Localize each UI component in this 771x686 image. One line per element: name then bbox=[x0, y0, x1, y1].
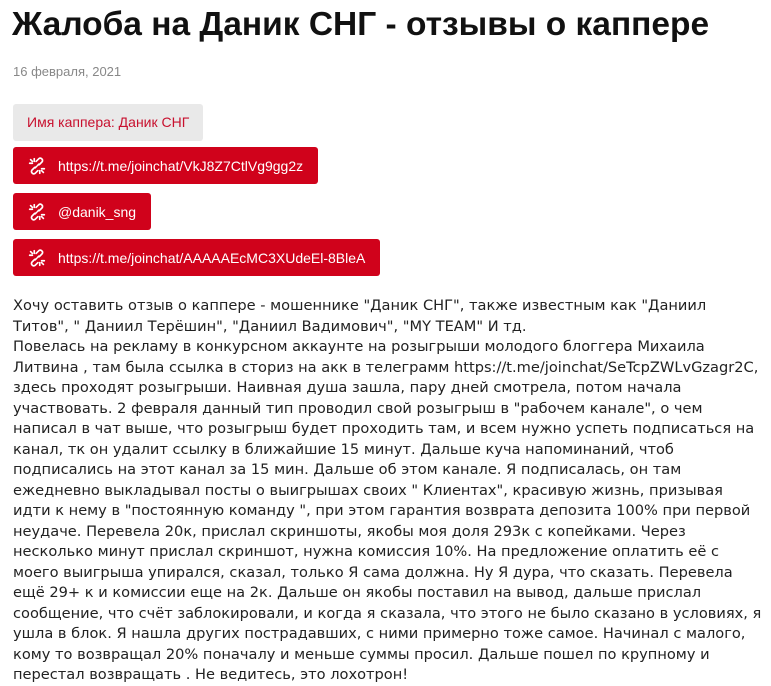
telegram-link-button-2[interactable] bbox=[13, 193, 151, 230]
capper-name-badge[interactable]: Имя каппера: Даник СНГ bbox=[13, 104, 203, 141]
broken-link-icon bbox=[26, 201, 48, 223]
telegram-link-button-1[interactable] bbox=[13, 147, 318, 184]
broken-link-icon bbox=[26, 155, 48, 177]
link-label: @danik_sng bbox=[58, 203, 137, 220]
link-label: https://t.me/joinchat/AAAAAEcMC3XUdeEl-8BleA bbox=[58, 249, 366, 266]
telegram-link-button-3[interactable] bbox=[13, 239, 380, 276]
page-title: Жалоба на Даник СНГ - отзывы о каппере bbox=[12, 6, 710, 43]
review-body bbox=[13, 296, 765, 686]
review-paragraph-2: Повелась на рекламу в конкурсном аккаунте на розыгрыши молодого блоггера Михаила Литвина , там была ссылка в сториз на акк в телеграмм https://t.me/joinchat/SeTcpZWLvGzagr2C, здесь проходят розыгрыши. Наивная душа зашла, пару дней смотрела, потом начала участвовать. 2 февраля данный тип проводил свой розыгрыш в "рабочем канале", о чем написал в чат выше, что розыгрыш будет проходить там, и всем нужно успеть подписаться на канал, тк он удалит ссылку в ближайшие 15 минут. Дальше куча напоминаний, чтоб подписались на этот канал за 15 мин. Дальше об этом канале. Я подписалась, он там ежедневно выкладывал посты о выигрышах своих " Клиентах", красивую жизнь, призывая идти к нему в "постоянную команду ", при этом гарантия возврата депозита 100% при первой неудаче. Перевела 20к, прислал скриншоты, якобы моя доля 293к с копейками. Через несколько минут прислал скриншот, нужна комиссия 10%. На предложение оплатить её с моего выигрыша упирался, сказал, только Я сама должна. Ну Я дура, что сказать. Перевела ещё 29+ к и комиссии еще на 2к. Дальше он якобы поставил на вывод, дальше прислал сообщение, что счёт заблокировали, и когда я сказала, что этого не было сказано в условиях, я ушла в блок. Я нашла других пострадавших, с ними примерно тоже самое. Начинал с малого, кому то возвращал 20% поначалу и меньше суммы просил. Дальше пошел по крупному и перестал возвращать . Не ведитесь, это лохотрон! bbox=[13, 338, 762, 683]
broken-link-icon bbox=[26, 247, 48, 269]
link-label: https://t.me/joinchat/VkJ8Z7CtlVg9gg2z bbox=[58, 157, 304, 174]
review-paragraph-1: Хочу оставить отзыв о каппере - мошеннике "Даник СНГ", также известным как "Даниил Титов", " Даниил Терёшин", "Даниил Вадимович", "MY TEAM" И тд. bbox=[13, 297, 707, 335]
publish-date: 16 февраля, 2021 bbox=[13, 64, 122, 79]
